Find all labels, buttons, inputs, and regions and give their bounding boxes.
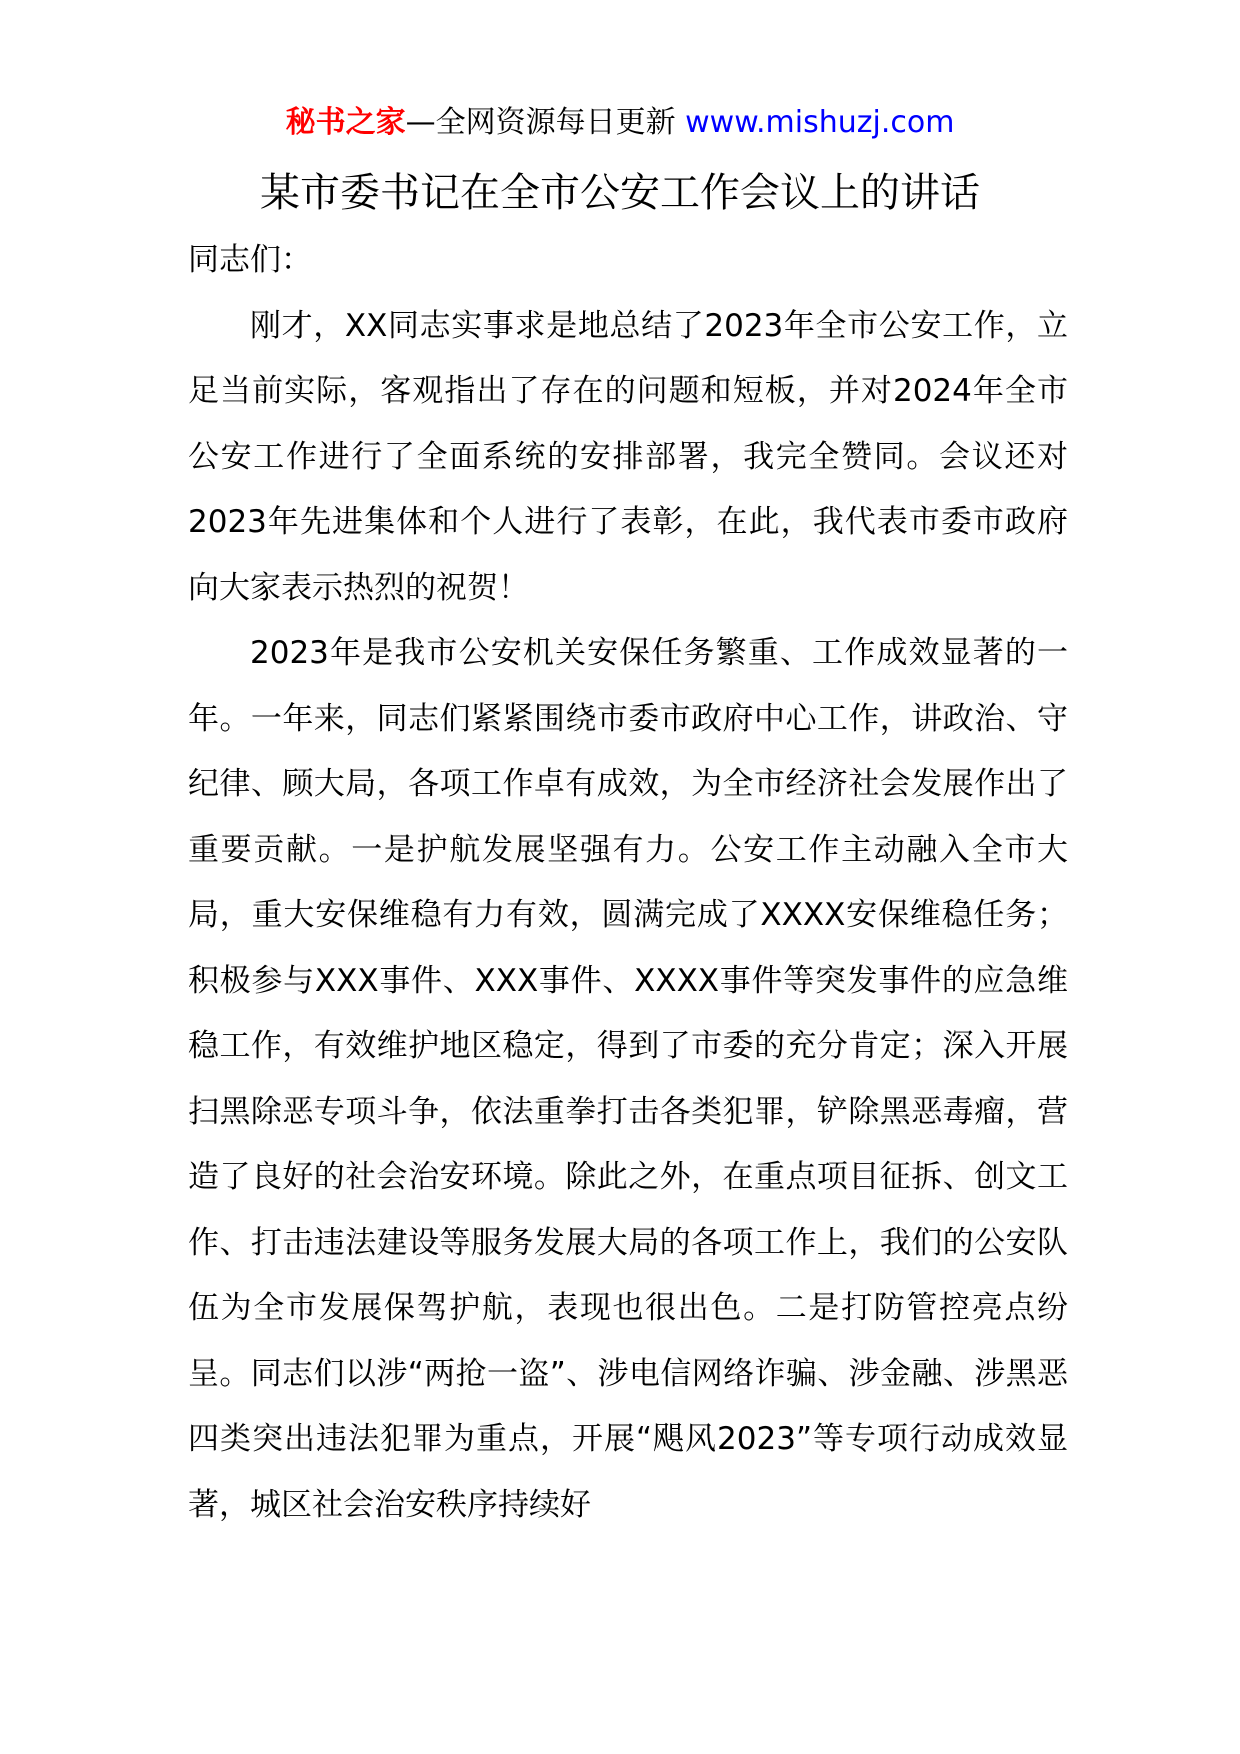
site-url-link[interactable]: www.mishuzj.com bbox=[685, 105, 955, 140]
document-body bbox=[188, 228, 1068, 1538]
site-tagline: —全网资源每日更新 bbox=[405, 105, 686, 140]
site-header bbox=[0, 101, 1240, 145]
salutation: 同志们： bbox=[188, 242, 312, 278]
site-brand: 秘书之家 bbox=[285, 105, 406, 140]
paragraph: 2023年是我市公安机关安保任务繁重、工作成效显著的一年。一年来，同志们紧紧围绕市委市政府中心工作，讲政治、守纪律、顾大局，各项工作卓有成效，为全市经济社会发展作出了重要贡献。一是护航发展坚强有力。公安工作主动融入全市大局，重大安保维稳有力有效，圆满完成了XXXX安保维稳任务；积极参与XXX事件、XXX事件、XXXX事件等突发事件的应急维稳工作，有效维护地区稳定，得到了市委的充分肯定；深入开展扫黑除恶专项斗争，依法重拳打击各类犯罪，铲除黑恶毒瘤，营造了良好的社会治安环境。除此之外，在重点项目征拆、创文工作、打击违法建设等服务发展大局的各项工作上，我们的公安队伍为全市发展保驾护航，表现也很出色。二是打防管控亮点纷呈。同志们以涉“两抢一盗”、涉电信网络诈骗、涉金融、涉黑恶四类突出违法犯罪为重点，开展“飓风2023”等专项行动成效显著，城区社会治安秩序持续好 bbox=[188, 635, 1068, 1523]
paragraph: 刚才，XX同志实事求是地总结了2023年全市公安工作，立足当前实际，客观指出了存在的问题和短板，并对2024年全市公安工作进行了全面系统的安排部署，我完全赞同。会议还对2023年先进集体和个人进行了表彰，在此，我代表市委市政府向大家表示热烈的祝贺！ bbox=[188, 307, 1068, 606]
document-title: 某市委书记在全市公安工作会议上的讲话 bbox=[260, 170, 980, 216]
